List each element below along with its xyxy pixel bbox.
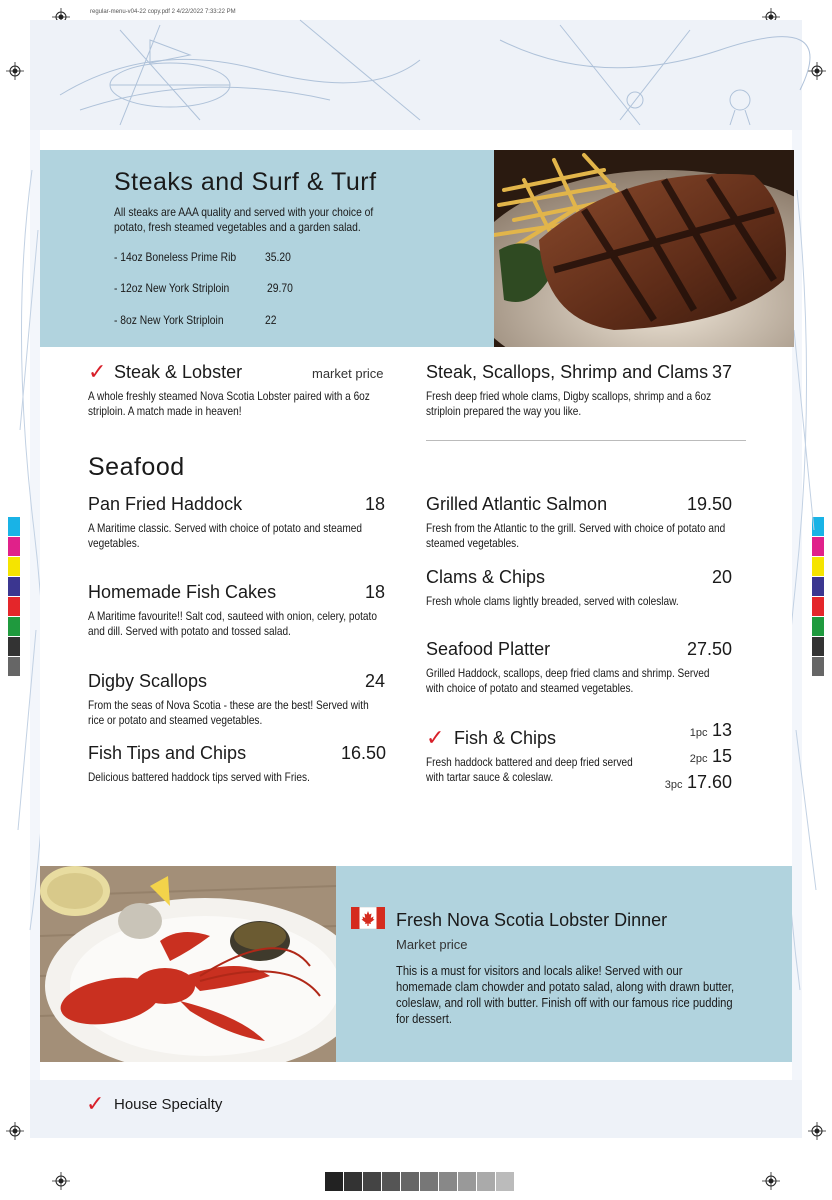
menu-item-name: Fish & Chips: [454, 728, 557, 748]
steak-option: [114, 313, 224, 327]
gray-swatch: [363, 1172, 381, 1191]
grilled-steak-fries-photo: [494, 150, 794, 347]
steak-option-name: - 8oz New York Striploin: [114, 313, 224, 327]
gray-swatch: [496, 1172, 514, 1191]
steaks-section-title: Steaks and Surf & Turf: [114, 168, 377, 196]
portion-label: 2pc: [689, 753, 708, 765]
house-specialty-legend: House Specialty: [114, 1096, 223, 1113]
portion-price: 17.60: [686, 772, 732, 792]
menu-item-name: Fish Tips and Chips: [88, 743, 247, 763]
gray-swatch: [325, 1172, 343, 1191]
menu-item-name: Steak, Scallops, Shrimp and Clams: [426, 362, 709, 382]
house-specialty-check-icon: ✓: [88, 360, 107, 385]
steak-option-name: - 12oz New York Striploin: [114, 281, 230, 295]
nautical-sketch-decoration: [0, 130, 40, 1080]
menu-item-price: 24: [364, 671, 385, 691]
menu-item-description: Fresh deep fried whole clams, Digby scallops, shrimp and a 6oz striploin prepared the way you like.: [426, 389, 712, 418]
house-specialty-check-icon: ✓: [86, 1092, 105, 1117]
menu-item-price: 18: [364, 494, 385, 514]
menu-item-name: Steak & Lobster: [114, 362, 243, 382]
menu-item-name: Grilled Atlantic Salmon: [426, 494, 608, 514]
section-divider: [426, 440, 746, 441]
menu-item-description: A whole freshly steamed Nova Scotia Lobster paired with a 6oz striploin. A match made in heaven!: [88, 389, 370, 418]
menu-item-description: A Maritime favourite!! Salt cod, sauteed with onion, celery, potato and dill. Served with potato and tossed salad.: [88, 609, 377, 638]
gray-swatch: [344, 1172, 362, 1191]
menu-item-price: 27.50: [686, 639, 732, 659]
gray-swatch: [420, 1172, 438, 1191]
menu-item-description: Grilled Haddock, scallops, deep fried clams and shrimp. Served with choice of potato and steamed vegetables.: [426, 666, 710, 695]
menu-item-name: Seafood Platter: [426, 639, 551, 659]
lobster-dinner-title: Fresh Nova Scotia Lobster Dinner: [396, 910, 668, 930]
steak-option-price: 22: [265, 313, 277, 327]
gray-swatch: [477, 1172, 495, 1191]
portion-price: 13: [711, 720, 732, 740]
menu-item-description: From the seas of Nova Scotia - these are the best! Served with rice or potato and steamed vegetables.: [88, 698, 369, 727]
menu-item-description: Fresh whole clams lightly breaded, served with coleslaw.: [426, 594, 679, 608]
steak-option-name: - 14oz Boneless Prime Rib: [114, 250, 237, 264]
print-file-slug: regular-menu-v04-22 copy.pdf 2 4/22/2022 7:33:22 PM: [90, 9, 236, 15]
portion-price-row: [640, 720, 732, 741]
nautical-sketch-decoration: [792, 130, 832, 1080]
menu-item-price: 20: [711, 567, 732, 587]
portion-price: 15: [711, 746, 732, 766]
lobster-dinner-photo: [40, 866, 336, 1062]
seafood-section-title: Seafood: [88, 453, 185, 481]
registration-mark-icon: [808, 1122, 826, 1140]
menu-item-price: market price: [312, 366, 384, 381]
canada-flag-icon: [351, 907, 385, 929]
menu-item-name: Homemade Fish Cakes: [88, 582, 277, 602]
registration-mark-icon: [762, 1172, 780, 1190]
gray-swatch: [382, 1172, 400, 1191]
steak-option-price: 35.20: [265, 250, 291, 264]
menu-item-description: Fresh haddock battered and deep fried served with tartar sauce & coleslaw.: [426, 755, 633, 784]
portion-price-row: [630, 772, 732, 793]
portion-label: 1pc: [689, 727, 708, 739]
menu-item-description: A Maritime classic. Served with choice of potato and steamed vegetables.: [88, 521, 362, 550]
steaks-description: All steaks are AAA quality and served with your choice of potato, fresh steamed vegetables and a garden salad.: [114, 205, 374, 234]
nautical-sketch-decoration: [0, 0, 832, 130]
menu-item-price: 37: [711, 362, 732, 382]
portion-price-row: [640, 746, 732, 767]
menu-item-description: Delicious battered haddock tips served with Fries.: [88, 770, 310, 784]
steak-option: [114, 250, 236, 264]
gray-swatch: [439, 1172, 457, 1191]
house-specialty-check-icon: ✓: [426, 726, 445, 751]
lobster-dinner-description: This is a must for visitors and locals alike! Served with our homemade clam chowder and potato salad, along with drawn butter, coleslaw, and roll with butter. Finish off with our famous rice pudding for dessert.: [396, 963, 735, 1026]
steak-option-price: 29.70: [267, 281, 293, 295]
gray-swatch: [458, 1172, 476, 1191]
menu-item-price: 16.50: [340, 743, 386, 763]
grayscale-calibration-bar: [325, 1172, 515, 1191]
menu-item-name: Pan Fried Haddock: [88, 494, 243, 514]
menu-item-description: Fresh from the Atlantic to the grill. Served with choice of potato and steamed vegetables.: [426, 521, 726, 550]
portion-label: 3pc: [664, 779, 683, 791]
registration-mark-icon: [6, 1122, 24, 1140]
menu-item-price: 18: [364, 582, 385, 602]
gray-swatch: [401, 1172, 419, 1191]
menu-item-name: Digby Scallops: [88, 671, 208, 691]
registration-mark-icon: [52, 1172, 70, 1190]
menu-item-price: 19.50: [686, 494, 732, 514]
steak-option: [114, 281, 229, 295]
menu-item-name: Clams & Chips: [426, 567, 546, 587]
lobster-dinner-price: Market price: [396, 937, 468, 952]
